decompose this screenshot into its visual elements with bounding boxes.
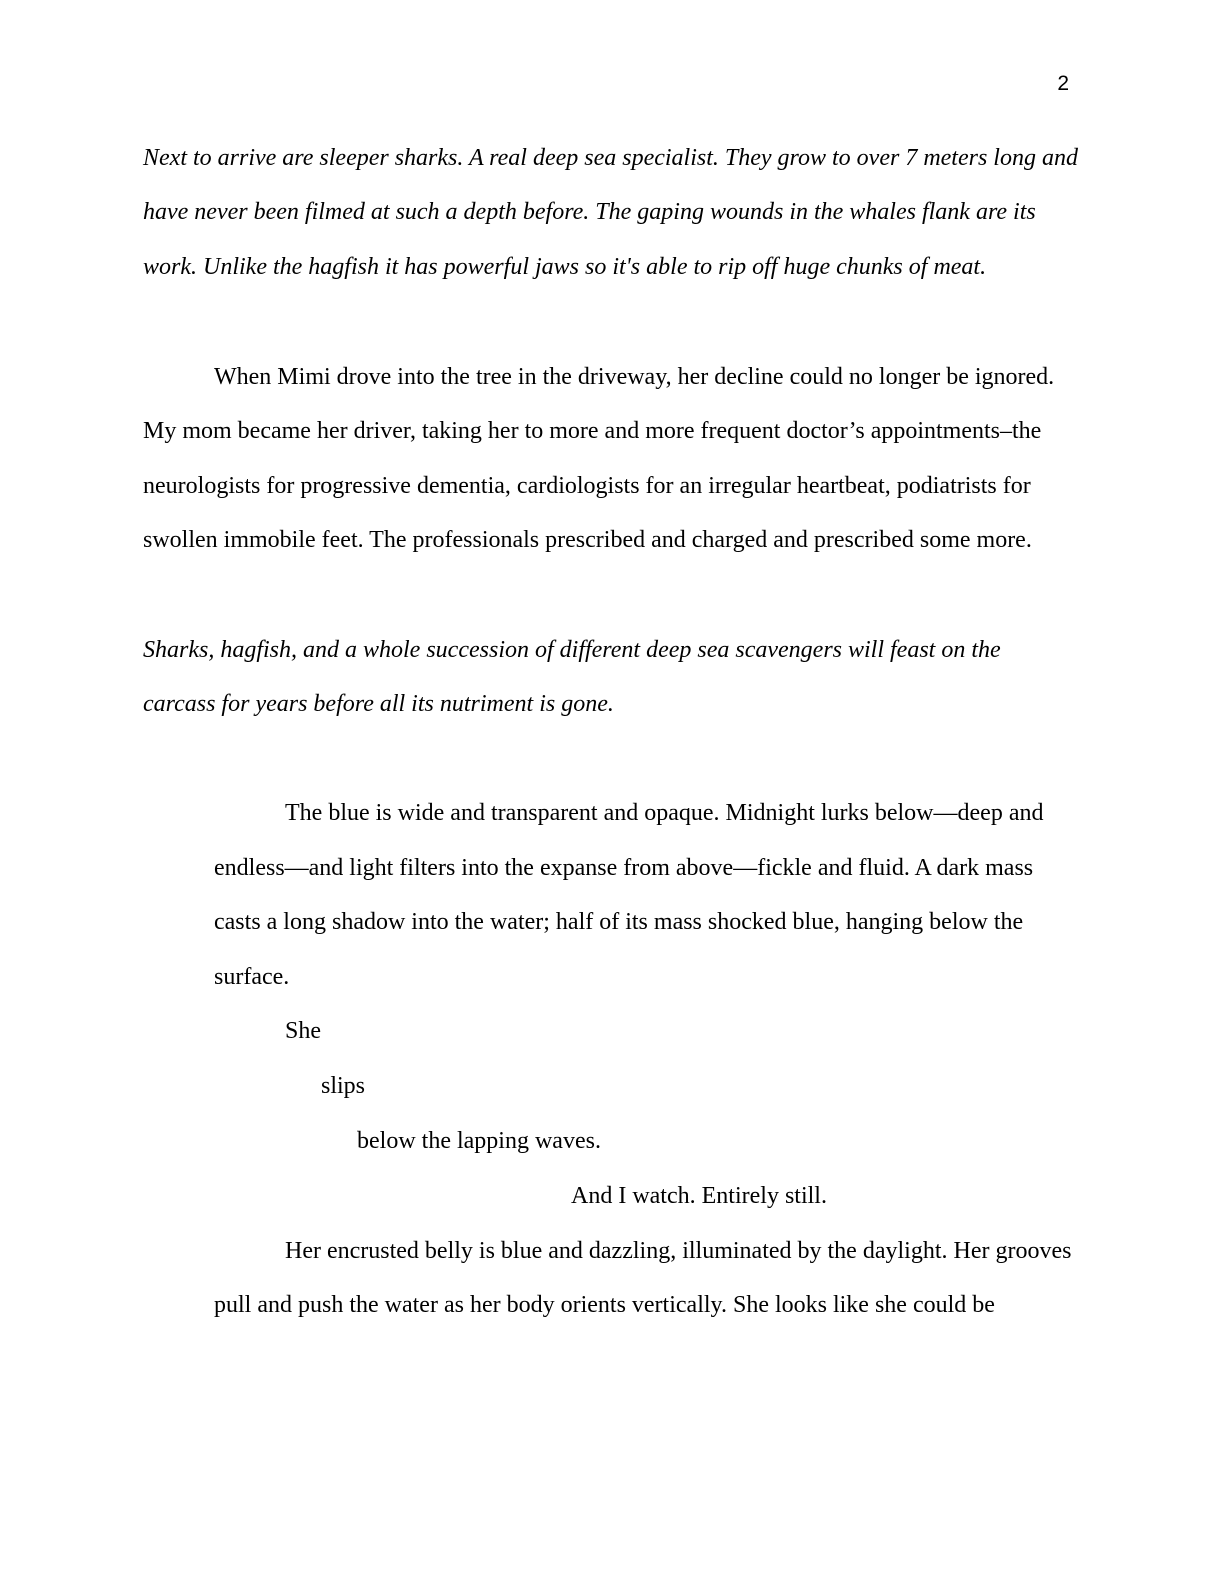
poem-line: She xyxy=(285,1018,321,1044)
page-number: 2 xyxy=(1057,72,1069,95)
narration-line: Sharks, hagfish, and a whole succession of different deep sea scavengers will feast on the xyxy=(143,637,1001,663)
poem-line: surface. xyxy=(214,964,290,990)
poem-line: endless—and light filters into the expanse from above—fickle and fluid. A dark mass xyxy=(214,855,1034,881)
narration-line: carcass for years before all its nutriment is gone. xyxy=(143,691,614,717)
poem-line: The blue is wide and transparent and opaque. Midnight lurks below—deep and xyxy=(285,800,1044,826)
poem-line: casts a long shadow into the water; half of its mass shocked blue, hanging below the xyxy=(214,909,1024,935)
poem-line: slips xyxy=(321,1073,366,1099)
poem-line: And I watch. Entirely still. xyxy=(571,1183,827,1209)
memoir-line: neurologists for progressive dementia, cardiologists for an irregular heartbeat, podiatrists for xyxy=(143,473,1031,499)
memoir-line: When Mimi drove into the tree in the driveway, her decline could no longer be ignored. xyxy=(214,364,1055,390)
memoir-line: swollen immobile feet. The professionals prescribed and charged and prescribed some more. xyxy=(143,527,1032,553)
narration-line: have never been filmed at such a depth before. The gaping wounds in the whales flank are its xyxy=(143,199,1036,225)
memoir-line: My mom became her driver, taking her to more and more frequent doctor’s appointments–the xyxy=(143,418,1042,444)
narration-line: Next to arrive are sleeper sharks. A real deep sea specialist. They grow to over 7 meters long and xyxy=(143,145,1078,171)
narration-line: work. Unlike the hagfish it has powerful jaws so it's able to rip off huge chunks of meat. xyxy=(143,254,987,280)
poem-line: below the lapping waves. xyxy=(357,1128,601,1154)
poem-line: Her encrusted belly is blue and dazzling, illuminated by the daylight. Her grooves xyxy=(285,1238,1072,1264)
poem-line: pull and push the water as her body orients vertically. She looks like she could be xyxy=(214,1292,995,1318)
